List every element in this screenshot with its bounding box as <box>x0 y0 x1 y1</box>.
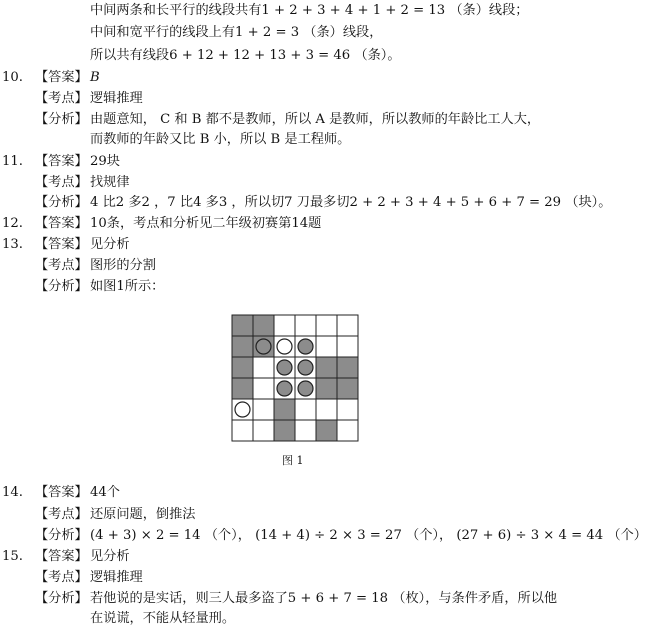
topic-text: 逻辑推理 <box>90 91 143 106</box>
answer-text: 见分析 <box>90 549 130 564</box>
figure-1-grid <box>228 311 362 445</box>
grid-circle <box>298 360 313 375</box>
grid-cell <box>316 378 337 399</box>
analysis-text: 如图1所示： <box>90 279 165 294</box>
grid-cell <box>253 357 274 378</box>
item-15-analysis-cont: 在说谎，不能从轻量刑。 <box>90 611 236 626</box>
answer-tag: 【答案】 <box>35 549 88 564</box>
grid-cell <box>274 420 295 441</box>
item-number: 12. <box>2 216 23 231</box>
grid-cell <box>316 357 337 378</box>
grid-cell <box>232 336 253 357</box>
grid-cell <box>253 315 274 336</box>
grid-cell <box>253 399 274 420</box>
answer-text: 29块 <box>90 154 120 169</box>
answer-tag: 【答案】 <box>35 154 88 169</box>
grid-cell <box>232 315 253 336</box>
grid-cell <box>232 378 253 399</box>
topic-text: 图形的分割 <box>90 258 156 273</box>
grid-cell <box>232 357 253 378</box>
analysis-tag: 【分析】 <box>35 591 88 606</box>
grid-circle <box>298 381 313 396</box>
analysis-tag: 【分析】 <box>35 195 88 210</box>
grid-cell <box>337 378 358 399</box>
topic-text: 找规律 <box>90 175 130 190</box>
grid-circle <box>277 381 292 396</box>
answer-tag: 【答案】 <box>35 237 88 252</box>
answer-tag: 【答案】 <box>35 485 88 500</box>
grid-cell <box>253 378 274 399</box>
analysis-tag: 【分析】 <box>35 528 88 543</box>
grid-circle <box>235 402 250 417</box>
grid-cell <box>337 399 358 420</box>
grid-cell <box>337 420 358 441</box>
analysis-tag: 【分析】 <box>35 112 88 127</box>
intro-line-3: 所以共有线段6 + 12 + 12 + 13 + 3 = 46 （条）。 <box>90 48 401 63</box>
grid-cell <box>253 420 274 441</box>
answer-text: 44个 <box>90 485 120 500</box>
answer-tag: 【答案】 <box>35 70 88 85</box>
analysis-text: (4 + 3) × 2 = 14 （个）， (14 + 4) ÷ 2 × 3 = 27 （个）， (27 + 6) ÷ 3 × 4 = 44 （个） <box>90 528 647 543</box>
grid-cell <box>232 420 253 441</box>
grid-circle <box>277 360 292 375</box>
item-number: 15. <box>2 549 23 564</box>
item-10-analysis-cont: 而教师的年龄又比 B 小，所以 B 是工程师。 <box>90 132 351 147</box>
grid-cell <box>316 315 337 336</box>
grid-circle <box>256 339 271 354</box>
topic-tag: 【考点】 <box>35 570 88 585</box>
grid-cell <box>337 357 358 378</box>
answer-text: 见分析 <box>90 237 130 252</box>
grid-cell <box>316 336 337 357</box>
answer-text: 10条，考点和分析见二年级初赛第14题 <box>90 216 322 231</box>
item-number: 10. <box>2 70 23 85</box>
topic-text: 逻辑推理 <box>90 570 143 585</box>
intro-line-1: 中间两条和长平行的线段共有1 + 2 + 3 + 4 + 1 + 2 = 13 （条）线段； <box>90 3 529 18</box>
topic-tag: 【考点】 <box>35 91 88 106</box>
item-number: 13. <box>2 237 23 252</box>
figure-caption: 图 1 <box>282 454 304 467</box>
grid-cell <box>274 315 295 336</box>
grid-cell <box>316 399 337 420</box>
topic-tag: 【考点】 <box>35 175 88 190</box>
grid-cell <box>295 399 316 420</box>
grid-circle <box>277 339 292 354</box>
intro-line-2: 中间和宽平行的线段上有1 + 2 = 3 （条）线段， <box>90 25 383 40</box>
analysis-text: 若他说的是实话，则三人最多盗了5 + 6 + 7 = 18 （枚），与条件矛盾，所以他 <box>90 591 558 606</box>
topic-tag: 【考点】 <box>35 258 88 273</box>
grid-cell <box>316 420 337 441</box>
answer-tag: 【答案】 <box>35 216 88 231</box>
analysis-text: 4 比2 多2 ，7 比4 多3 ，所以切7 刀最多切2 + 2 + 3 + 4 + 5 + 6 + 7 = 29 （块）。 <box>90 195 612 210</box>
item-number: 14. <box>2 485 23 500</box>
grid-cell <box>295 315 316 336</box>
grid-circle <box>298 339 313 354</box>
grid-cell <box>337 336 358 357</box>
analysis-tag: 【分析】 <box>35 279 88 294</box>
topic-text: 还原问题，倒推法 <box>90 507 196 522</box>
answer-text: B <box>90 70 100 85</box>
topic-tag: 【考点】 <box>35 507 88 522</box>
analysis-text: 由题意知， C 和 B 都不是教师，所以 A 是教师，所以教师的年龄比工人大， <box>90 112 541 127</box>
item-number: 11. <box>2 154 23 169</box>
grid-cell <box>274 399 295 420</box>
grid-cell <box>337 315 358 336</box>
grid-cell <box>295 420 316 441</box>
